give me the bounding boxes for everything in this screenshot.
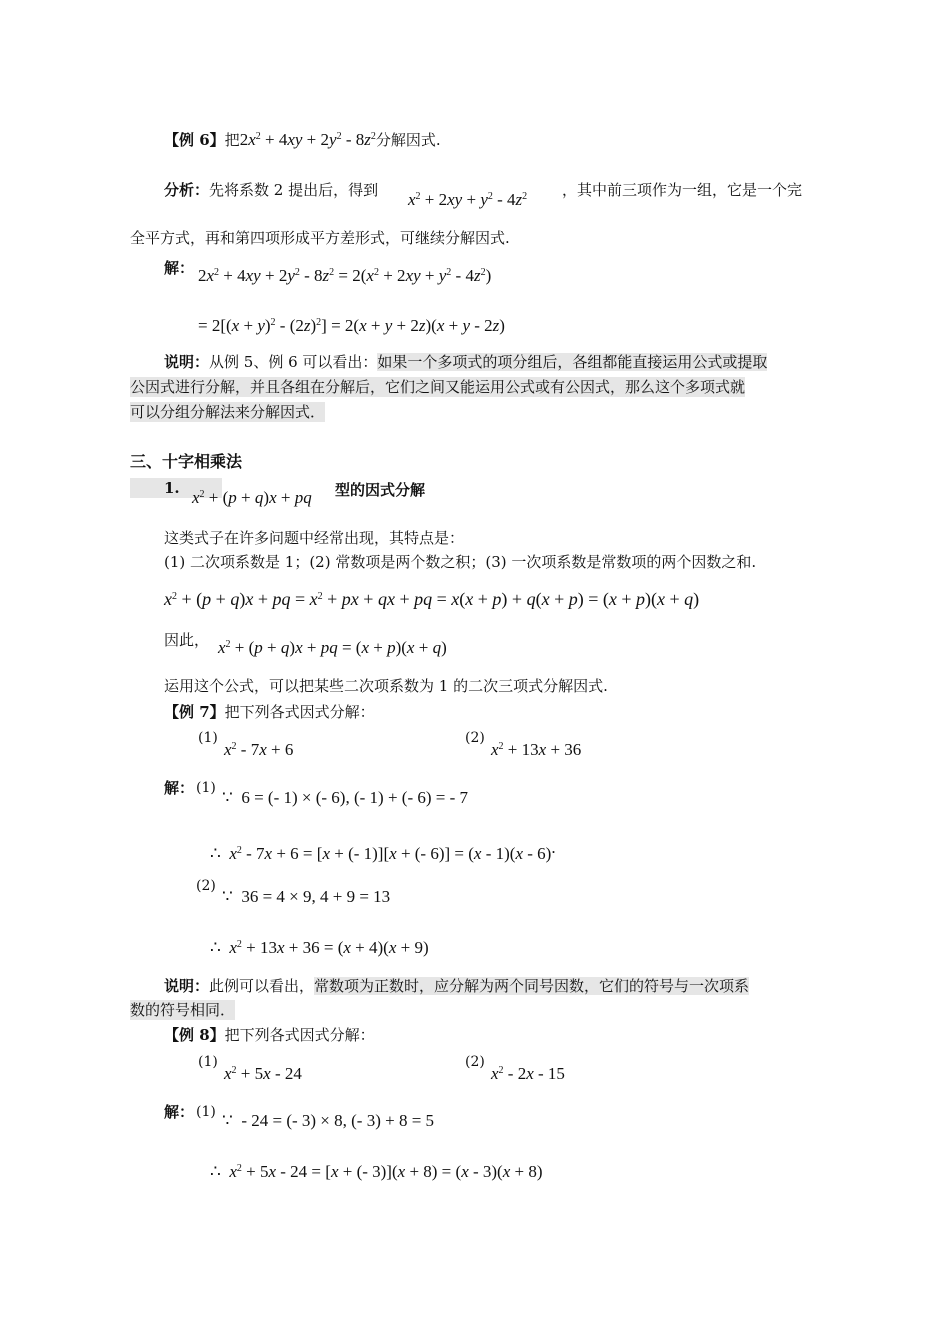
example-6-pre: 把 (224, 131, 240, 149)
example-7-problem-1-number: (1) (198, 730, 218, 746)
section-3-features: (1) 二次项系数是 1；(2) 常数项是两个数之积；(3) 一次项系数是常数项的两个因数之和. (164, 553, 757, 571)
example-7-note-highlight-1: 常数项为正数时，应分解为两个同号因数，它们的符号与一次项系 (314, 977, 750, 995)
example-7-label: 【例 7】 (164, 703, 225, 721)
example-7-prompt: 把下列各式因式分解： (224, 703, 375, 721)
example-7-solution-1-number: (1) (196, 780, 216, 796)
therefore-label: 因此， (164, 631, 210, 649)
example-6-solution-step-1: $2x^2 + 4xy + 2y^2 - 8z^2 = 2(x^2 + 2xy + y^2 - 4z^2)$ (198, 266, 492, 285)
section-3-derivation: $x^2 + (p + q)x$ + pq = $x^2$ + px + qx + pq = x(x + p) + q(x + p) = (x + p)(x + q) (164, 589, 700, 609)
example-8-solution-1-number: (1) (196, 1104, 216, 1120)
analysis-label: 分析： (164, 181, 210, 199)
example-7-heading (164, 702, 375, 722)
example-8-prompt: 把下列各式因式分解： (224, 1026, 375, 1044)
note-pre: 从例 5、例 6 可以看出： (209, 353, 378, 371)
example-7-solution-2-because: ∵ 36 = 4 × 9, 4 + 9 = 13 (222, 887, 391, 906)
subsection-1-title: 型的因式分解 (335, 481, 426, 499)
example-8-problem-2: $x^2 - 2x - 15$ (491, 1064, 565, 1083)
subsection-1-expression: $x^2 + (p + q)x$ + pq (192, 488, 312, 507)
example-7-note-highlight-2: 数的符号相同． (130, 1001, 236, 1019)
analysis-post: ，其中前三项作为一组，它是一个完 (562, 181, 803, 199)
subsection-1-number: 1. (130, 478, 222, 498)
example-7-solution-label: 解： (164, 779, 195, 797)
example-7-note-label: 说明： (164, 977, 210, 995)
example-8-problem-2-number: (2) (465, 1054, 485, 1070)
example-6-analysis (164, 180, 378, 200)
general-formula: $x^2 + (p + q)x$ + pq = (x + p)(x + q) (218, 638, 447, 657)
analysis-line-2: 全平方式，再和第四项形成平方差形式，可继续分解因式. (130, 229, 510, 247)
example-7-problem-2-number: (2) (465, 730, 485, 746)
note-highlight-2: 公因式进行分解，并且各组在分解后，它们之间又能运用公式或有公因式，那么这个多项式就 (130, 378, 746, 396)
example-7-note-line-1 (164, 976, 749, 996)
example-8-solution-1-result: ∴ $x^2 + 5x - 24 = [x$ + (- 3)](x + 8) = (x - 3)(x + 8) (210, 1162, 543, 1181)
example-7-solution-1-because: ∵ 6 = (- 1) × (- 6), (- 1) + (- 6) = - 7 (222, 788, 469, 807)
example-7-solution-1-result: ∴ $x^2 - 7x + 6 = [x$ + (- 1)][x + (- 6)] = (x - 1)(x - 6). (210, 838, 556, 863)
section-3-intro: 这类式子在许多问题中经常出现，其特点是： (164, 529, 465, 547)
example-8-label: 【例 8】 (164, 1026, 225, 1044)
example-6-solution-step-2: = $2[(x + y)^2 - (2z)^2] = 2(x + y + 2z)(x + y - 2z)$ (198, 316, 505, 335)
example-6-post: 分解因式. (375, 131, 441, 149)
note-highlight-3: 可以分组分解法来分解因式． (130, 403, 326, 421)
analysis-pre: 先将系数 2 提出后，得到 (209, 181, 379, 199)
note-highlight-1: 如果一个多项式的项分组后，各组都能直接运用公式或提取 (377, 353, 768, 371)
formula-usage: 运用这个公式，可以把某些二次项系数为 1 的二次三项式分解因式. (164, 677, 608, 695)
section-3-title: 三、十字相乘法 (130, 452, 243, 471)
example-6-expression: $2x^2 + 4xy + 2y^2 - 8z^2$ (239, 130, 376, 149)
analysis-expression: $x^2 + 2xy + y^2 - 4z^2$ (408, 190, 528, 209)
example-8-problem-1-number: (1) (198, 1054, 218, 1070)
example-7-note-pre: 此例可以看出， (209, 977, 315, 995)
example-8-solution-1-because: ∵ - 24 = (- 3) × 8, (- 3) + 8 = 5 (222, 1111, 435, 1130)
example-6-note-line-1 (164, 352, 767, 372)
note-label: 说明： (164, 353, 210, 371)
example-7-solution-2-result: ∴ $x^2 + 13x + 36 = (x + 4)(x + 9)$ (210, 938, 429, 957)
example-7-problem-1: $x^2 - 7x + 6$ (224, 740, 294, 759)
example-6-solution-label: 解： (164, 259, 195, 277)
example-7-problem-2: $x^2 + 13x + 36$ (491, 740, 582, 759)
example-7-solution-2-number: (2) (196, 878, 216, 894)
example-8-problem-1: $x^2 + 5x - 24$ (224, 1064, 302, 1083)
example-8-heading (164, 1025, 375, 1045)
example-6-label: 【例 6】 (164, 131, 225, 149)
example-8-solution-label: 解： (164, 1103, 195, 1121)
example-6-line (164, 130, 441, 150)
